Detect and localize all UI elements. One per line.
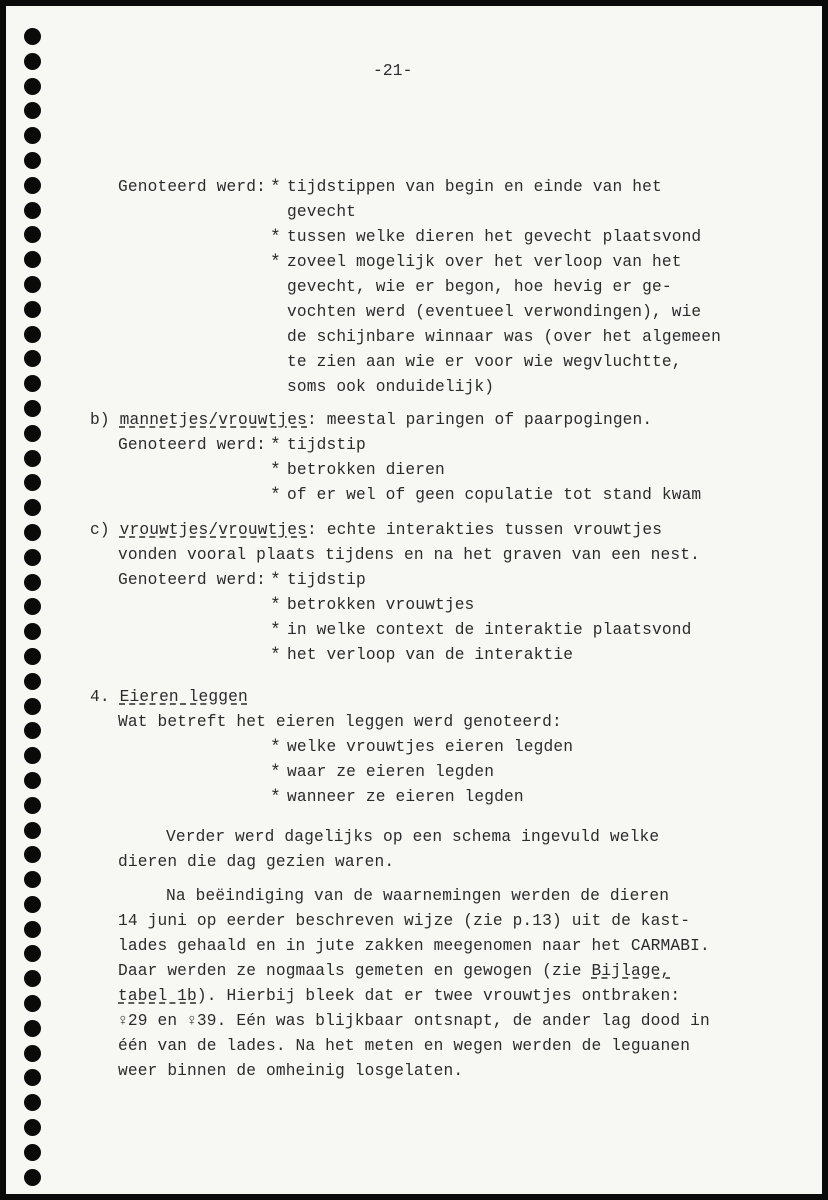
list-item: het verloop van de interaktie: [287, 646, 574, 664]
asterisk-icon: *: [270, 788, 281, 808]
paragraph-line: [118, 987, 680, 1005]
section-b-heading: [90, 411, 652, 429]
binder-hole: [24, 549, 41, 566]
asterisk-icon: *: [270, 436, 281, 456]
list-item: in welke context de interaktie plaatsvond: [287, 621, 692, 639]
noted-label: Genoteerd werd:: [118, 571, 266, 589]
binder-hole: [24, 722, 41, 739]
binder-holes: [24, 28, 42, 1193]
binder-hole: [24, 226, 41, 243]
list-item: te zien aan wie er voor wie wegvluchtte,: [287, 353, 682, 371]
binder-hole: [24, 772, 41, 789]
binder-hole: [24, 623, 41, 640]
binder-hole: [24, 747, 41, 764]
binder-hole: [24, 1144, 41, 1161]
asterisk-icon: *: [270, 763, 281, 783]
paragraph-line: weer binnen de omheinig losgelaten.: [118, 1062, 464, 1080]
section-title: Eieren leggen: [119, 688, 248, 706]
list-item: welke vrouwtjes eieren legden: [287, 738, 574, 756]
paragraph-line: dieren die dag gezien waren.: [118, 853, 395, 871]
list-item: vochten werd (eventueel verwondingen), wie: [287, 303, 702, 321]
binder-hole: [24, 78, 41, 95]
section-marker: c): [90, 521, 110, 539]
binder-hole: [24, 698, 41, 715]
binder-hole: [24, 921, 41, 938]
binder-hole: [24, 648, 41, 665]
list-item: zoveel mogelijk over het verloop van het: [287, 253, 682, 271]
binder-hole: [24, 871, 41, 888]
list-item: tijdstip: [287, 436, 366, 454]
paragraph-line: één van de lades. Na het meten en wegen werden de leguanen: [118, 1037, 691, 1055]
paragraph-line: ♀29 en ♀39. Eén was blijkbaar ontsnapt, de ander lag dood in: [118, 1012, 710, 1030]
table-reference: tabel 1b: [118, 987, 197, 1005]
binder-hole: [24, 846, 41, 863]
list-item: tijdstippen van begin en einde van het: [287, 178, 662, 196]
binder-hole: [24, 945, 41, 962]
asterisk-icon: *: [270, 571, 281, 591]
section-title-suffix: : meestal paringen of paarpogingen.: [307, 411, 653, 429]
binder-hole: [24, 276, 41, 293]
list-item: gevecht: [287, 203, 357, 221]
paragraph-line: vonden vooral plaats tijdens en na het graven van een nest.: [118, 546, 700, 564]
binder-hole: [24, 375, 41, 392]
noted-label: Genoteerd werd:: [118, 178, 266, 196]
section-4-heading: [90, 688, 248, 706]
list-item: soms ook onduidelijk): [287, 378, 495, 396]
section-marker: b): [90, 411, 110, 429]
paragraph-line: [118, 962, 670, 980]
binder-hole: [24, 822, 41, 839]
binder-hole: [24, 102, 41, 119]
asterisk-icon: *: [270, 738, 281, 758]
asterisk-icon: *: [270, 178, 281, 198]
paragraph-line: lades gehaald en in jute zakken meegenomen naar het CARMABI.: [118, 937, 710, 955]
binder-hole: [24, 1069, 41, 1086]
list-item: de schijnbare winnaar was (over het algemeen: [287, 328, 722, 346]
binder-hole: [24, 574, 41, 591]
binder-hole: [24, 400, 41, 417]
section-title: mannetjes/vrouwtjes: [119, 411, 308, 429]
list-item: gevecht, wie er begon, hoe hevig er ge-: [287, 278, 672, 296]
section-title-suffix: : echte interakties tussen vrouwtjes: [307, 521, 663, 539]
document-page: [6, 6, 822, 1194]
binder-hole: [24, 1045, 41, 1062]
list-item: tussen welke dieren het gevecht plaatsvond: [287, 228, 702, 246]
page-number: -21-: [373, 62, 413, 80]
binder-hole: [24, 1094, 41, 1111]
binder-hole: [24, 28, 41, 45]
asterisk-icon: *: [270, 253, 281, 273]
binder-hole: [24, 326, 41, 343]
binder-hole: [24, 995, 41, 1012]
binder-hole: [24, 152, 41, 169]
list-item: wanneer ze eieren legden: [287, 788, 524, 806]
asterisk-icon: *: [270, 621, 281, 641]
binder-hole: [24, 499, 41, 516]
paragraph-line: Verder werd dagelijks op een schema ingevuld welke: [166, 828, 660, 846]
asterisk-icon: *: [270, 486, 281, 506]
paragraph-line: Na beëindiging van de waarnemingen werden de dieren: [166, 887, 670, 905]
binder-hole: [24, 350, 41, 367]
binder-hole: [24, 450, 41, 467]
binder-hole: [24, 177, 41, 194]
asterisk-icon: *: [270, 228, 281, 248]
paragraph-text: ). Hierbij bleek dat er twee vrouwtjes ontbraken:: [196, 987, 681, 1005]
binder-hole: [24, 127, 41, 144]
binder-hole: [24, 1020, 41, 1037]
binder-hole: [24, 301, 41, 318]
binder-hole: [24, 53, 41, 70]
binder-hole: [24, 896, 41, 913]
binder-hole: [24, 1169, 41, 1186]
paragraph-text: Daar werden ze nogmaals gemeten en gewogen (zie: [118, 962, 592, 980]
list-item: betrokken dieren: [287, 461, 445, 479]
section-marker: 4.: [90, 688, 110, 706]
binder-hole: [24, 970, 41, 987]
asterisk-icon: *: [270, 596, 281, 616]
binder-hole: [24, 425, 41, 442]
section-c-heading: [90, 521, 662, 539]
list-item: waar ze eieren legden: [287, 763, 495, 781]
section-title: vrouwtjes/vrouwtjes: [119, 521, 308, 539]
paragraph-line: 14 juni op eerder beschreven wijze (zie p.13) uit de kast-: [118, 912, 691, 930]
binder-hole: [24, 598, 41, 615]
list-item: of er wel of geen copulatie tot stand kwam: [287, 486, 702, 504]
appendix-reference: Bijlage,: [591, 962, 671, 980]
binder-hole: [24, 797, 41, 814]
list-item: tijdstip: [287, 571, 366, 589]
noted-label: Genoteerd werd:: [118, 436, 266, 454]
binder-hole: [24, 202, 41, 219]
binder-hole: [24, 524, 41, 541]
asterisk-icon: *: [270, 646, 281, 666]
binder-hole: [24, 474, 41, 491]
list-item: betrokken vrouwtjes: [287, 596, 475, 614]
binder-hole: [24, 673, 41, 690]
paragraph-line: Wat betreft het eieren leggen werd genoteerd:: [118, 713, 562, 731]
binder-hole: [24, 251, 41, 268]
asterisk-icon: *: [270, 461, 281, 481]
binder-hole: [24, 1119, 41, 1136]
